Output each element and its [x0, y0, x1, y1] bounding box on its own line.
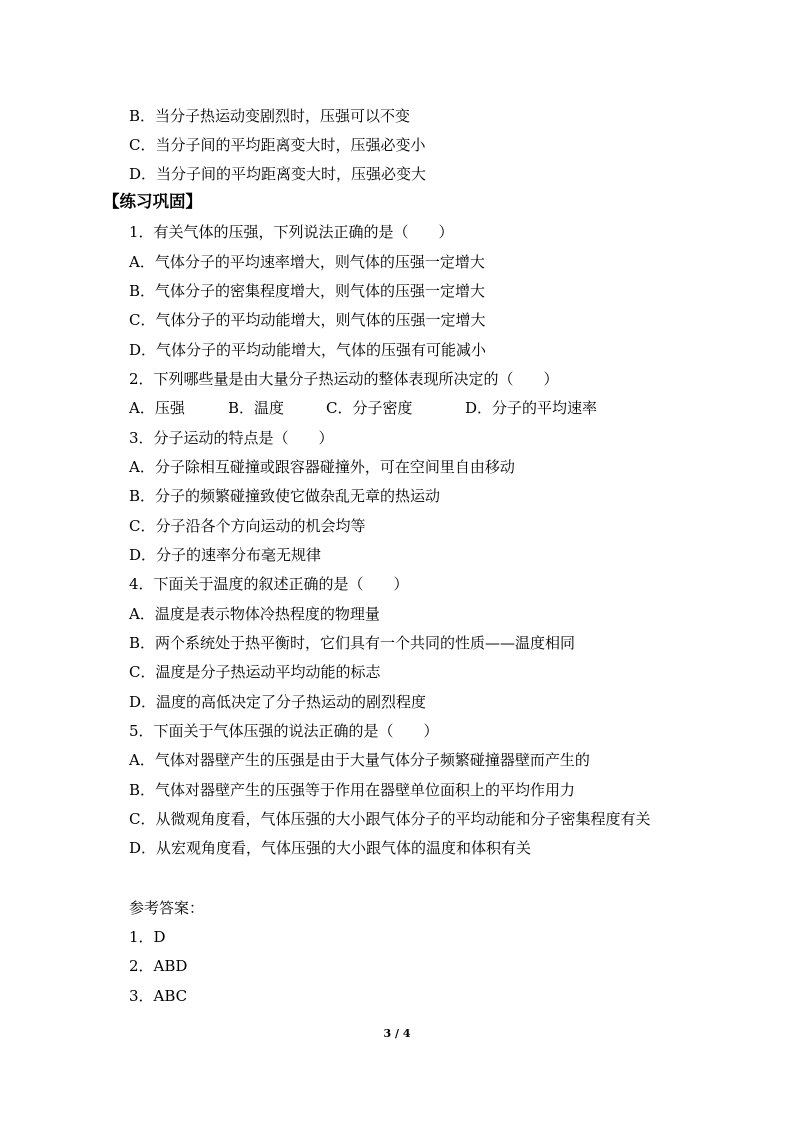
section-heading: 【练习巩固】: [103, 192, 202, 211]
question-1-stem: 1．有关气体的压强，下列说法正确的是（ ）: [129, 223, 454, 241]
question-3-option-d: D．分子的速率分布毫无规律: [129, 546, 322, 564]
question-4-option-c: C．温度是分子热运动平均动能的标志: [129, 663, 381, 681]
answer-3: 3．ABC: [129, 987, 188, 1005]
question-2-option-b: B．温度: [228, 399, 285, 417]
page-number: 3 / 4: [383, 1027, 411, 1040]
question-2-stem: 2．下列哪些量是由大量分子热运动的整体表现所决定的（ ）: [129, 370, 559, 388]
answer-2: 2．ABD: [129, 957, 188, 975]
question-2-option-d: D．分子的平均速率: [465, 399, 598, 417]
question-4-stem: 4．下面关于温度的叙述正确的是（ ）: [129, 575, 409, 593]
question-5-option-b: B．气体对器壁产生的压强等于作用在器壁单位面积上的平均作用力: [129, 781, 576, 799]
question-1-option-a: A．气体分子的平均速率增大，则气体的压强一定增大: [129, 253, 485, 271]
question-5-option-a: A．气体对器壁产生的压强是由于大量气体分子频繁碰撞器壁而产生的: [129, 751, 590, 769]
answer-1: 1．D: [129, 928, 166, 946]
question-1-option-b: B．气体分子的密集程度增大，则气体的压强一定增大: [129, 282, 486, 300]
question-4-option-b: B．两个系统处于热平衡时，它们具有一个共同的性质——温度相同: [129, 634, 576, 652]
question-4-option-d: D．温度的高低决定了分子热运动的剧烈程度: [129, 693, 427, 711]
prev-option-d: D．当分子间的平均距离变大时，压强必变大: [129, 165, 427, 183]
question-5-option-c: C．从微观角度看，气体压强的大小跟气体分子的平均动能和分子密集程度有关: [129, 810, 651, 828]
question-3-option-b: B．分子的频繁碰撞致使它做杂乱无章的热运动: [129, 487, 441, 505]
question-2-option-c: C．分子密度: [326, 399, 413, 417]
question-5-option-d: D．从宏观角度看，气体压强的大小跟气体的温度和体积有关: [129, 839, 532, 857]
question-2-options: [129, 398, 597, 418]
prev-option-c: C．当分子间的平均距离变大时，压强必变小: [129, 136, 426, 154]
question-3-stem: 3．分子运动的特点是（ ）: [129, 429, 334, 447]
question-1-option-c: C．气体分子的平均动能增大，则气体的压强一定增大: [129, 311, 486, 329]
question-5-stem: 5．下面关于气体压强的说法正确的是（ ）: [129, 722, 439, 740]
question-2-option-a: A．压强: [129, 399, 185, 417]
question-1-option-d: D．气体分子的平均动能增大，气体的压强有可能减小: [129, 341, 487, 359]
answers-title: 参考答案：: [129, 899, 205, 917]
question-4-option-a: A．温度是表示物体冷热程度的物理量: [129, 605, 380, 623]
prev-option-b: B．当分子热运动变剧烈时，压强可以不变: [129, 107, 411, 125]
question-3-option-a: A．分子除相互碰撞或跟容器碰撞外，可在空间里自由移动: [129, 458, 515, 476]
question-3-option-c: C．分子沿各个方向运动的机会均等: [129, 517, 366, 535]
